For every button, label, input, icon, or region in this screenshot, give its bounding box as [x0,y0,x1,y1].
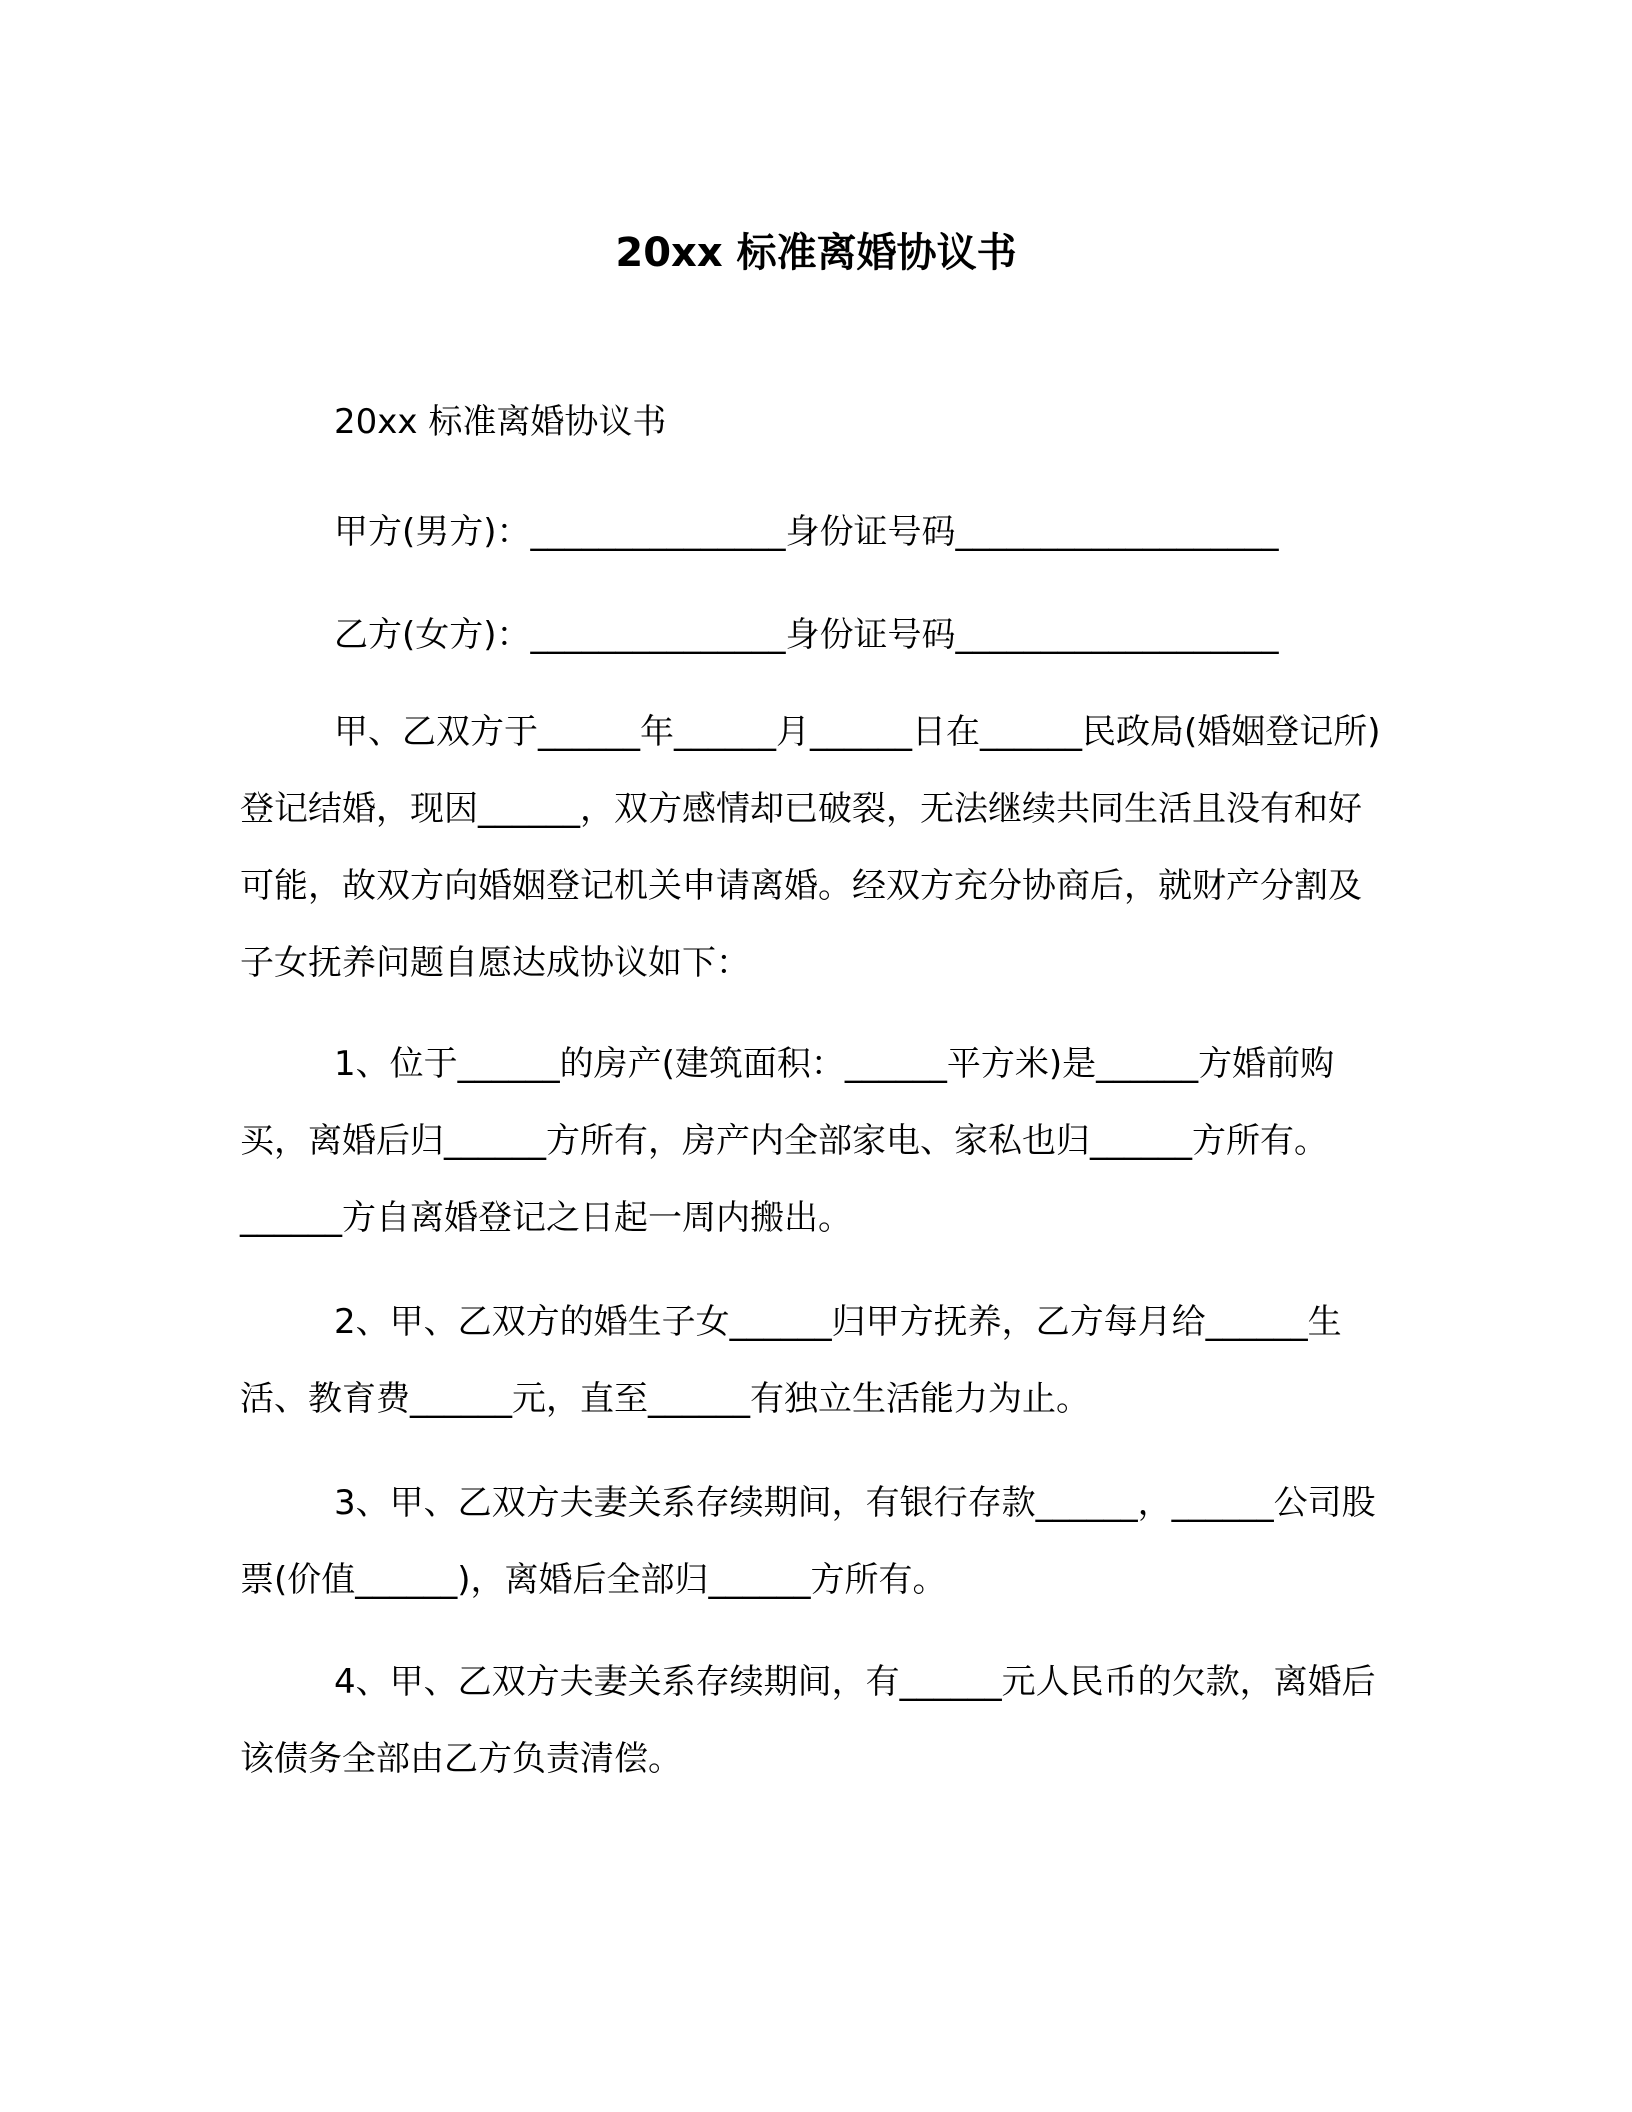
clause-2: 2、甲、乙双方的婚生子女______归甲方抚养，乙方每月给______生活、教育费______元，直至______有独立生活能力为止。 [240,1302,1342,1419]
document-title: 20xx 标准离婚协议书 [615,230,1017,276]
party-a-line: 甲方(男方)：_______________身份证号码___________________ [334,512,1279,552]
clause-3: 3、甲、乙双方夫妻关系存续期间，有银行存款______，______公司股票(价值______)，离婚后全部归______方所有。 [240,1483,1376,1600]
party-b-line: 乙方(女方)：_______________身份证号码___________________ [334,615,1279,655]
document-subtitle: 20xx 标准离婚协议书 [334,402,667,442]
clause-1: 1、位于______的房产(建筑面积：______平方米)是______方婚前购买，离婚后归______方所有，房产内全部家电、家私也归______方所有。______方自离婚登记之日起一周内搬出。 [240,1044,1335,1238]
intro-paragraph: 甲、乙双方于______年______月______日在______民政局(婚姻登记所)登记结婚，现因______，双方感情却已破裂，无法继续共同生活且没有和好可能，故双方向婚姻登记机关申请离婚。经双方充分协商后，就财产分割及子女抚养问题自愿达成协议如下： [240,712,1381,983]
clause-4: 4、甲、乙双方夫妻关系存续期间，有______元人民币的欠款，离婚后该债务全部由乙方负责清偿。 [240,1662,1376,1779]
